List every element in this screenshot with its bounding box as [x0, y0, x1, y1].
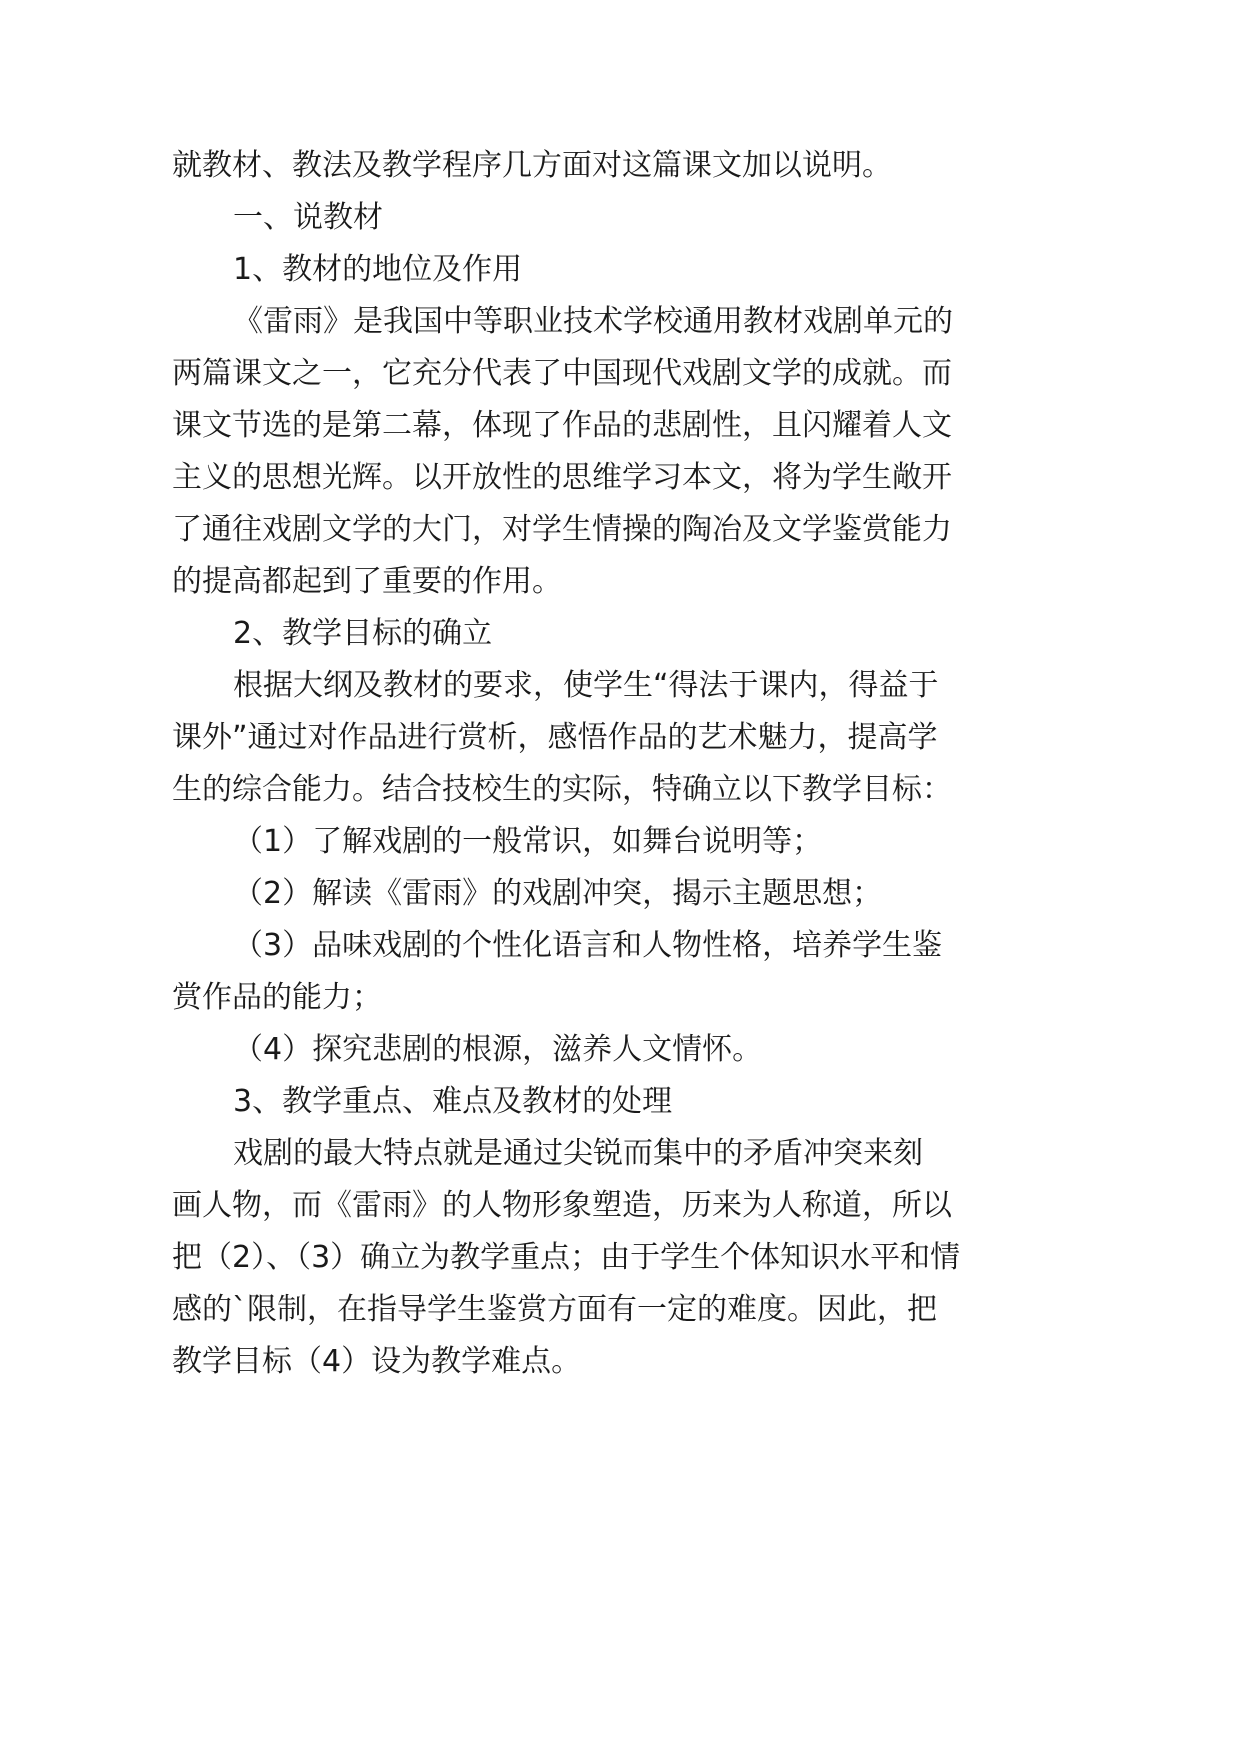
paragraph-line: 了通往戏剧文学的大门，对学生情操的陶冶及文学鉴赏能力	[172, 512, 952, 547]
objective-item-3-continued: 赏作品的能力；	[172, 980, 382, 1015]
section-heading-textbook: 一、说教材	[233, 200, 383, 235]
paragraph-line: 的提高都起到了重要的作用。	[172, 564, 562, 599]
paragraph-line: 戏剧的最大特点就是通过尖锐而集中的矛盾冲突来刻	[233, 1136, 923, 1171]
subsection-heading-2: 2、教学目标的确立	[233, 616, 493, 651]
objective-item-1: （1）了解戏剧的一般常识，如舞台说明等；	[233, 824, 823, 859]
paragraph-line: 生的综合能力。结合技校生的实际，特确立以下教学目标：	[172, 772, 952, 807]
subsection-heading-1: 1、教材的地位及作用	[233, 252, 523, 287]
text-line-intro: 就教材、教法及教学程序几方面对这篇课文加以说明。	[172, 148, 892, 183]
paragraph-line: 画人物，而《雷雨》的人物形象塑造，历来为人称道，所以	[172, 1188, 952, 1223]
paragraph-line: 课文节选的是第二幕，体现了作品的悲剧性，且闪耀着人文	[172, 408, 952, 443]
paragraph-line: 两篇课文之一，它充分代表了中国现代戏剧文学的成就。而	[172, 356, 952, 391]
objective-item-2: （2）解读《雷雨》的戏剧冲突，揭示主题思想；	[233, 876, 883, 911]
objective-item-4: （4）探究悲剧的根源，滋养人文情怀。	[233, 1032, 763, 1067]
paragraph-line: 把（2）、（3）确立为教学重点；由于学生个体知识水平和情	[172, 1240, 961, 1275]
paragraph-line: 主义的思想光辉。以开放性的思维学习本文，将为学生敞开	[172, 460, 952, 495]
paragraph-line: 《雷雨》是我国中等职业技术学校通用教材戏剧单元的	[233, 304, 953, 339]
paragraph-line: 教学目标（4）设为教学难点。	[172, 1344, 582, 1379]
paragraph-line: 根据大纲及教材的要求，使学生“得法于课内，得益于	[233, 668, 939, 703]
subsection-heading-3: 3、教学重点、难点及教材的处理	[233, 1084, 673, 1119]
objective-item-3: （3）品味戏剧的个性化语言和人物性格，培养学生鉴	[233, 928, 943, 963]
paragraph-line: 课外”通过对作品进行赏析，感悟作品的艺术魅力，提高学	[172, 720, 938, 755]
paragraph-line: 感的`限制，在指导学生鉴赏方面有一定的难度。因此，把	[172, 1292, 937, 1327]
